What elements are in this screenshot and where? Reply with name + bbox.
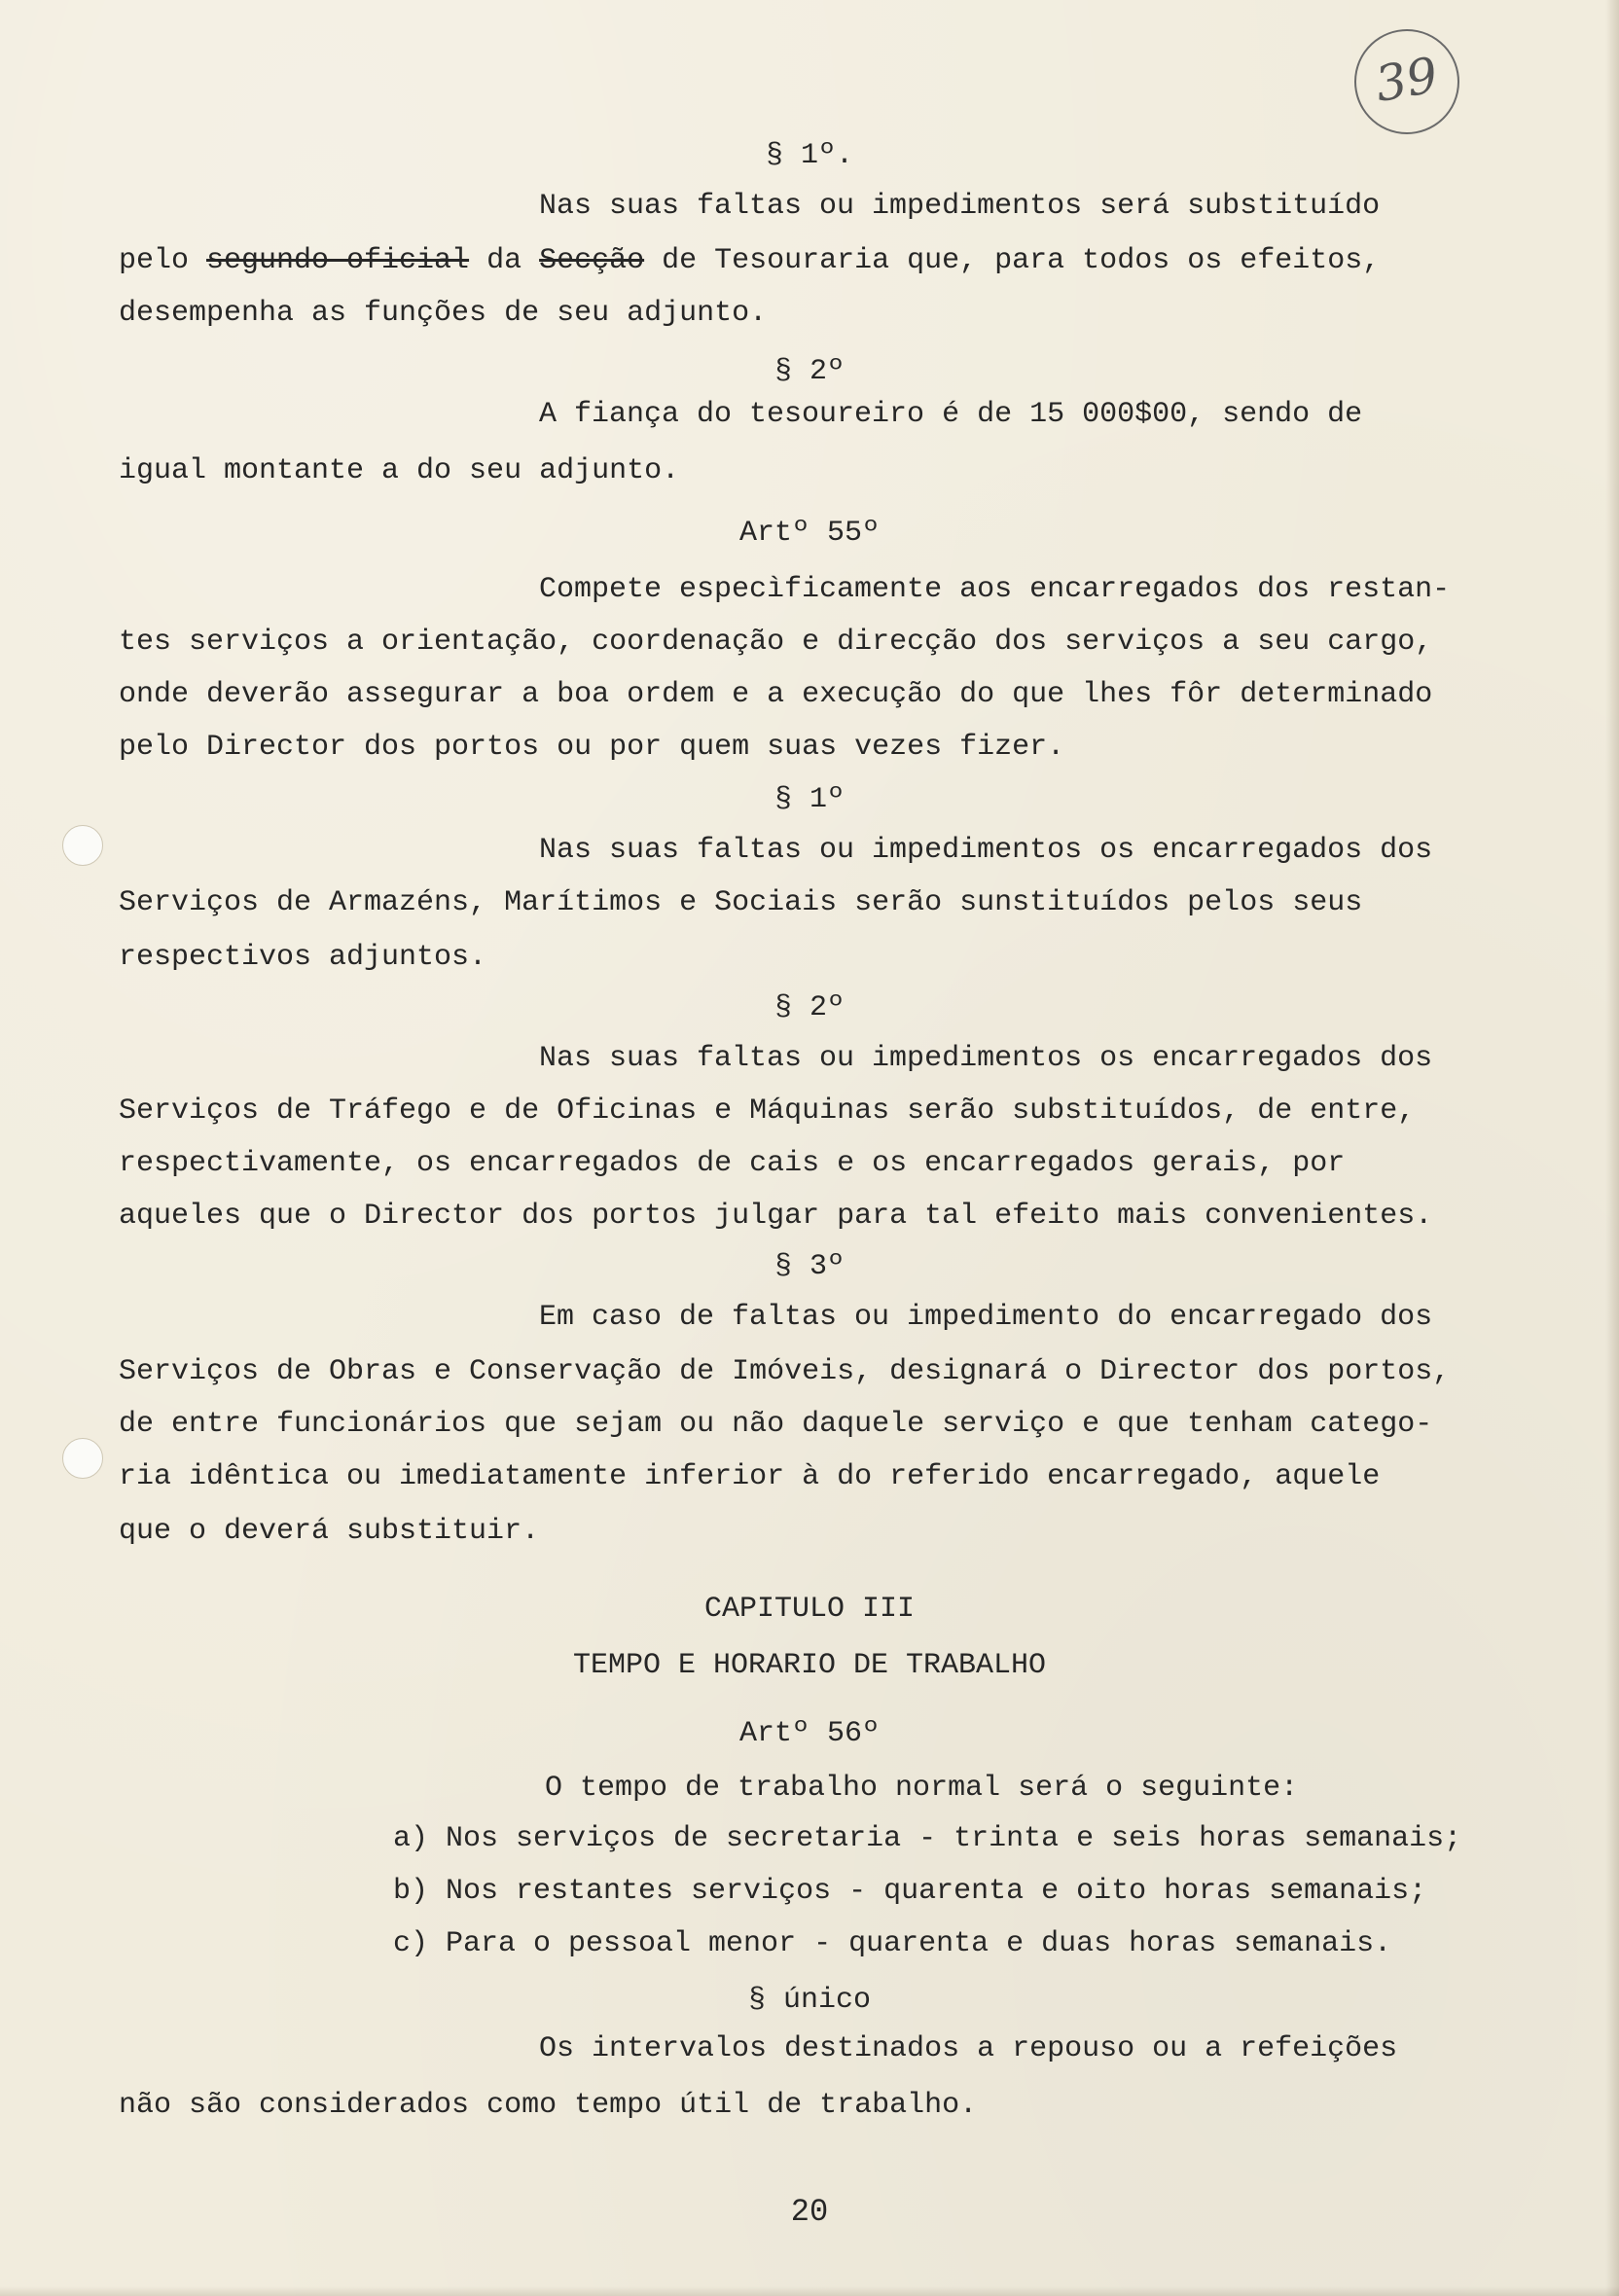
text-line: A fiança do tesoureiro é de 15 000$00, sendo de [539,398,1363,431]
folio-number-stamp [1346,20,1467,142]
text-line: O tempo de trabalho normal será o seguinte: [545,1772,1299,1805]
struck-text: Secção [539,244,645,277]
text-line: respectivamente, os encarregados de cais e os encarregados gerais, por [119,1147,1346,1180]
text-line: que o deverá substituir. [119,1515,540,1548]
text-line: Nas suas faltas ou impedimentos os encarregados dos [539,834,1433,867]
punch-hole-top [62,825,103,866]
text-line: Serviços de Obras e Conservação de Imóveis, designará o Director dos portos, [119,1355,1451,1388]
paragraph-heading: § 1º [774,783,845,816]
text-line: desempenha as funções de seu adjunto. [119,297,768,330]
text-segment: pelo [119,244,207,277]
paper-edge-right [1605,0,1619,2296]
paragraph-heading: § 3º [774,1250,845,1283]
text-line: Serviços de Armazéns, Marítimos e Sociais serão sunstituídos pelos seus [119,886,1363,919]
text-line: de entre funcionários que sejam ou não daquele serviço e que tenham catego- [119,1408,1433,1441]
text-segment: da [469,244,540,277]
text-line: respectivos adjuntos. [119,941,487,974]
text-line: ria idêntica ou imediatamente inferior à do referido encarregado, aquele [119,1460,1381,1493]
text-line-with-strikethrough [119,243,1380,278]
list-item: b) Nos restantes serviços - quarenta e oito horas semanais; [393,1875,1427,1908]
text-segment: de Tesouraria que, para todos os efeitos, [644,244,1381,277]
article-heading: Artº 56º [738,1717,881,1750]
text-line: tes serviços a orientação, coordenação e direcção dos serviços a seu cargo, [119,626,1433,659]
struck-text: segundo-oficial [206,244,470,277]
text-line: igual montante a do seu adjunto. [119,454,680,487]
paragraph-heading: § 2º [774,355,845,388]
text-line: pelo Director dos portos ou por quem suas vezes fizer. [119,731,1065,764]
text-line: onde deverão assegurar a boa ordem e a execução do que lhes fôr determinado [119,678,1433,711]
page-number: 20 [790,2194,829,2230]
chapter-number: CAPITULO III [703,1593,916,1626]
text-line: não são considerados como tempo útil de trabalho. [119,2089,978,2122]
chapter-title: TEMPO E HORARIO DE TRABALHO [572,1649,1047,1682]
text-line: Os intervalos destinados a repouso ou a refeições [539,2032,1398,2065]
text-line: Nas suas faltas ou impedimentos será substituído [539,190,1381,223]
list-item: c) Para o pessoal menor - quarenta e duas horas semanais. [393,1927,1392,1960]
text-line: Serviços de Tráfego e de Oficinas e Máquinas serão substituídos, de entre, [119,1094,1416,1128]
paragraph-heading: § 2º [774,991,845,1024]
text-line: Compete especìficamente aos encarregados dos restan- [539,573,1451,606]
paper-edge-bottom [0,2286,1619,2296]
punch-hole-bottom [62,1438,103,1479]
text-line: Em caso de faltas ou impedimento do encarregado dos [539,1301,1433,1334]
text-line: aqueles que o Director dos portos julgar para tal efeito mais convenientes. [119,1200,1433,1233]
text-line: Nas suas faltas ou impedimentos os encarregados dos [539,1042,1433,1075]
list-item: a) Nos serviços de secretaria - trinta e seis horas semanais; [393,1822,1462,1855]
folio-number: 39 [1371,46,1443,114]
paragraph-heading: § único [747,1984,872,2017]
paragraph-heading: § 1º. [765,139,853,172]
article-heading: Artº 55º [738,517,881,550]
